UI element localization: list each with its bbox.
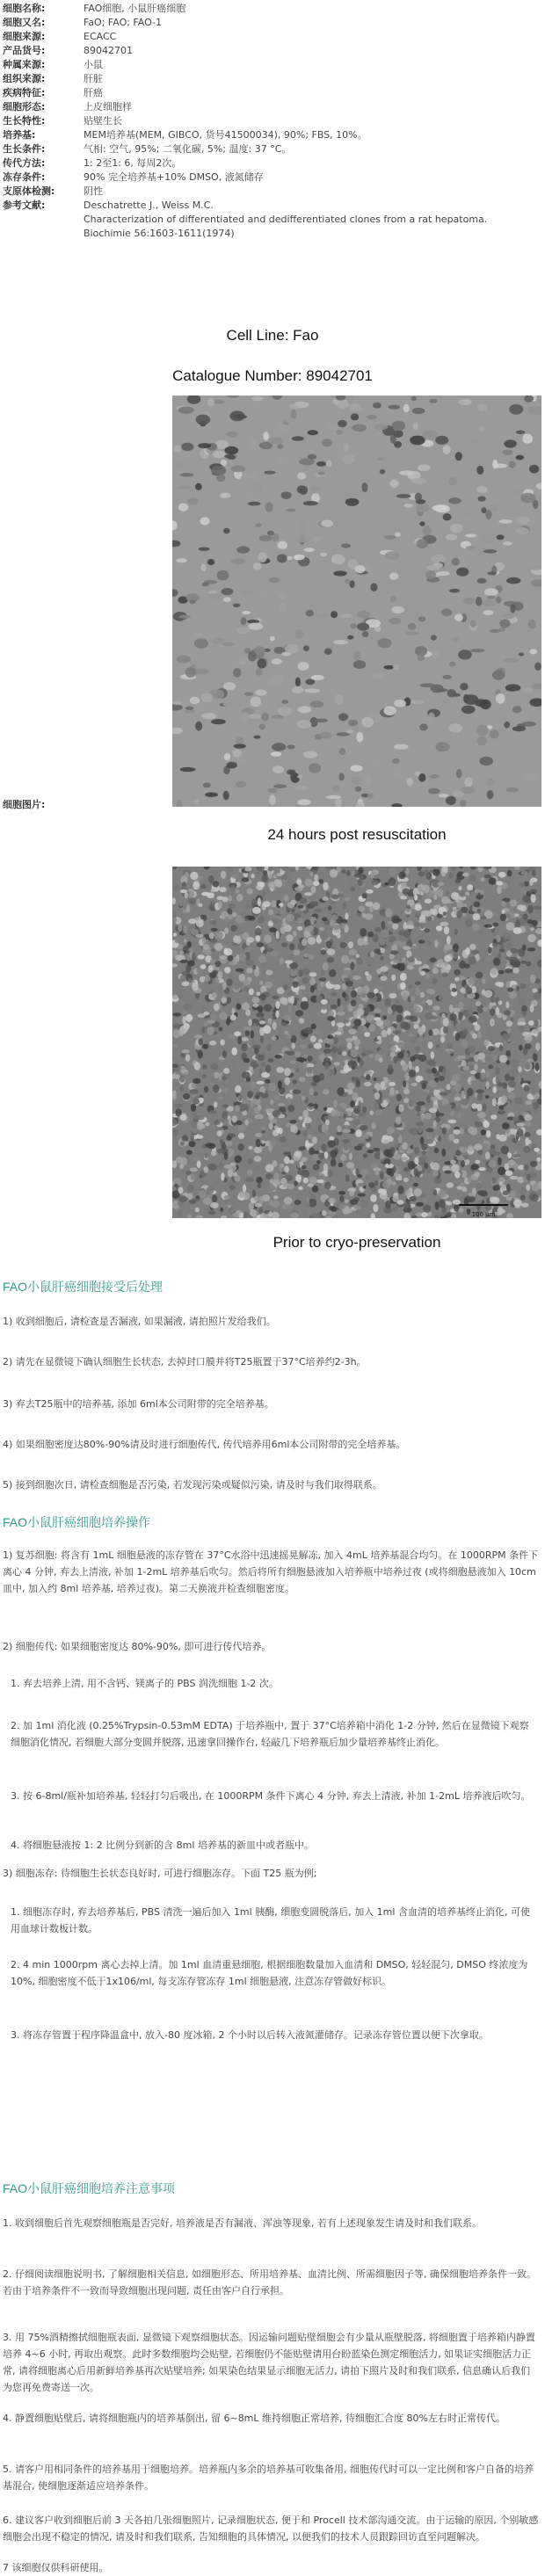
paragraph: 1. 细胞冻存时, 弃去培养基后, PBS 清洗一遍后加入 1ml 胰酶, 细胞变圆脱落后, 加入 1ml 含血清的培养基终止消化, 可使用血球计数板计数。 [11, 1906, 530, 1934]
info-value: 气相: 空气, 95%; 二氧化碳, 5%; 温度: 37 °C。 [84, 143, 292, 155]
info-value: 贴壁生长 [84, 115, 122, 127]
cell-photo-resuscitation [172, 395, 541, 807]
paragraph: 2) 细胞传代: 如果细胞密度达 80%-90%, 即可进行传代培养。 [3, 1641, 272, 1652]
info-row [3, 185, 541, 199]
info-value: Biochimie 56:1603-1611(1974) [84, 228, 235, 239]
paragraph: 3. 将冻存管置于程序降温盒中, 放入-80 度冰箱, 2 个小时以后转入液氮灌储存。记录冻存管位置以便下次拿取。 [11, 2029, 489, 2041]
photo2-caption: Prior to cryo-preservation [272, 1234, 441, 1251]
info-row [3, 16, 541, 30]
info-row [3, 2, 541, 16]
paragraph: 3. 用 75%酒精擦拭细胞瓶表面, 显微镜下观察细胞状态。因运输问题贴壁细胞会有少量从瓶壁脱落, 将细胞置于培养箱内静置培养 4~6 小时, 再取出观察。此时多数细胞均会贴壁, 若细胞仍不能贴壁请用台盼蓝染色测定细胞活力, 如果证实细胞活力正常, 请将细胞离心后用新鲜培养基再次贴壁培养; 如果染色结果显示细胞无活力, 请拍下照片及时和我们联系, 信息确认后我们为您再免费寄送一次。 [3, 2332, 535, 2393]
info-row [3, 86, 541, 100]
info-row [3, 58, 541, 72]
info-row [3, 171, 541, 185]
section-notes-title: FAO小鼠肝癌细胞培养注意事项 [3, 2181, 176, 2195]
cell-info-table [3, 2, 541, 241]
section-receipt-title: FAO小鼠肝癌细胞接受后处理 [3, 1280, 164, 1294]
info-row [3, 128, 541, 142]
image-label: 细胞图片: [3, 799, 46, 810]
info-value: 阴性 [84, 185, 103, 197]
info-label: 生长条件: [3, 143, 46, 155]
info-label: 传代方法: [3, 157, 46, 169]
info-label: 生长特性: [3, 115, 46, 127]
cell-line-title: Cell Line: Fao [226, 327, 319, 344]
catalogue-title: Catalogue Number: 89042701 [172, 367, 373, 384]
paragraph: 1) 收到细胞后, 请检查是否漏液, 如果漏液, 请拍照片发给我们。 [3, 1316, 276, 1327]
paragraph: 4. 将细胞悬液按 1: 2 比例分到新的含 8ml 培养基的新皿中或者瓶中。 [11, 1839, 314, 1851]
info-value: FaO; FAO; FAO-1 [84, 17, 163, 28]
info-row [3, 100, 541, 114]
paragraph: 1. 弃去培养上清, 用不含钙、镁离子的 PBS 润洗细胞 1-2 次。 [11, 1678, 279, 1689]
info-value: FAO细胞, 小鼠肝癌细胞 [84, 3, 186, 14]
paragraph: 2. 4 min 1000rpm 离心去掉上清。加 1ml 血清重悬细胞, 根据细胞数量加入血清和 DMSO, 轻轻混匀, DMSO 终浓度为 10%, 细胞密度不低于1x106/ml, 每支冻存管冻存 1ml 细胞悬液, 注意冻存管做好标识。 [11, 1959, 528, 1987]
info-value: 肝脏 [84, 73, 103, 84]
info-value: 90% 完全培养基+10% DMSO, 液氮储存 [84, 171, 264, 183]
info-label: 疾病特征: [3, 87, 46, 98]
info-label: 参考文献: [3, 200, 46, 211]
info-value: MEM培养基(MEM, GIBCO, 货号41500034), 90%; FBS, 10%。 [84, 129, 367, 141]
paragraph: 5) 接到细胞次日, 请检查细胞是否污染, 若发现污染或疑似污染, 请及时与我们取得联系。 [3, 1479, 382, 1491]
info-row [3, 114, 541, 128]
info-label: 细胞形态: [3, 101, 46, 112]
info-value: ECACC [84, 31, 117, 42]
paragraph: 6. 建议客户收到细胞后前 3 天各拍几张细胞照片, 记录细胞状态, 便于和 Procell 技术部沟通交流。由于运输的原因, 个别敏感细胞会出现不稳定的情况, 请及时和我们联系, 告知细胞的具体情况, 以便我们的技术人员跟踪回访直至问题解决。 [3, 2514, 539, 2543]
info-label: 产品货号: [3, 45, 46, 56]
photo1-caption: 24 hours post resuscitation [267, 826, 447, 843]
info-value: 1: 2至1: 6, 每周2次。 [84, 157, 182, 169]
paragraph: 2. 仔细阅读细胞说明书, 了解细胞相关信息, 如细胞形态、所用培养基、血清比例、所需细胞因子等, 确保细胞培养条件一致。若由于培养条件不一致而导致细胞出现问题, 责任由客户自行承担。 [3, 2268, 536, 2297]
info-row [3, 30, 541, 44]
info-row [3, 142, 541, 156]
info-value: 小鼠 [84, 59, 103, 70]
info-value: Characterization of differentiated and dedifferentiated clones from a rat hepatoma. [84, 214, 488, 225]
info-row [3, 199, 541, 213]
info-row [3, 72, 541, 86]
info-value: Deschatrette J., Weiss M.C. [84, 200, 214, 211]
paragraph: 3) 细胞冻存: 待细胞生长状态良好时, 可进行细胞冻存。下面 T25 瓶为例; [3, 1868, 317, 1879]
paragraph: 4. 静置细胞贴壁后, 请将细胞瓶内的培养基倒出, 留 6~8mL 维持细胞正常培养, 待细胞汇合度 80%左右时正常传代。 [3, 2413, 505, 2424]
info-label: 支原体检测: [3, 185, 55, 197]
paragraph: 1) 复苏细胞: 将含有 1mL 细胞悬液的冻存管在 37°C水浴中迅速摇晃解冻, 加入 4mL 培养基混合均匀。在 1000RPM 条件下离心 4 分钟, 弃去上清液, 补加 1-2mL 培养基后吹匀。然后将所有细胞悬液加入培养瓶中培养过夜 (或将细胞悬液加入 10cm 皿中, 加入约 8ml 培养基, 培养过夜)。第二天换液并检查细胞密度。 [3, 1549, 539, 1594]
info-label: 细胞来源: [3, 31, 46, 42]
info-label: 冻存条件: [3, 171, 46, 183]
info-row [3, 156, 541, 171]
paragraph: 7 该细胞仅供科研使用。 [3, 2562, 109, 2573]
paragraph: 2) 请先在显微镜下确认细胞生长状态, 去掉封口膜并将T25瓶置于37°C培养约2-3h。 [3, 1356, 367, 1368]
scale-bar-label: 100 μm [471, 1211, 496, 1218]
info-value: 肝癌 [84, 87, 103, 98]
info-label: 组织来源: [3, 73, 46, 84]
info-row [3, 213, 541, 227]
paragraph: 3. 按 6-8ml/瓶补加培养基, 轻轻打匀后吸出, 在 1000RPM 条件下离心 4 分钟, 弃去上清液, 补加 1-2mL 培养液后吹匀。 [11, 1790, 531, 1802]
info-row [3, 44, 541, 58]
section-culture-title: FAO小鼠肝癌细胞培养操作 [3, 1515, 151, 1529]
paragraph: 3) 弃去T25瓶中的培养基, 添加 6ml本公司附带的完全培养基。 [3, 1398, 274, 1410]
paragraph: 4) 如果细胞密度达80%-90%请及时进行细胞传代, 传代培养用6ml本公司附带的完全培养基。 [3, 1439, 406, 1450]
info-label: 细胞又名: [3, 17, 46, 28]
info-row [3, 227, 541, 241]
info-value: 上皮细胞样 [84, 101, 132, 112]
info-label: 细胞名称: [3, 3, 46, 14]
scale-bar [459, 1204, 508, 1206]
info-label: 培养基: [3, 129, 36, 141]
paragraph: 1. 收到细胞后首先观察细胞瓶是否完好, 培养液是否有漏液、浑浊等现象, 若有上述现象发生请及时和我们联系。 [3, 2217, 482, 2229]
info-value: 89042701 [84, 45, 133, 56]
info-label: 种属来源: [3, 59, 46, 70]
paragraph: 5. 请客户用相同条件的培养基用于细胞培养。培养瓶内多余的培养基可收集备用, 细胞传代时可以一定比例和客户自备的培养基混合, 使细胞逐渐适应培养条件。 [3, 2464, 534, 2492]
cell-photo-cryo [172, 867, 541, 1218]
paragraph: 2. 加 1ml 消化液 (0.25%Trypsin-0.53mM EDTA) 于培养瓶中, 置于 37°C培养箱中消化 1-2 分钟, 然后在显微镜下观察细胞消化情况, 若细胞大部分变圆并脱落, 迅速拿回操作台, 轻敲几下培养瓶后加少量培养基终止消化。 [11, 1720, 529, 1748]
